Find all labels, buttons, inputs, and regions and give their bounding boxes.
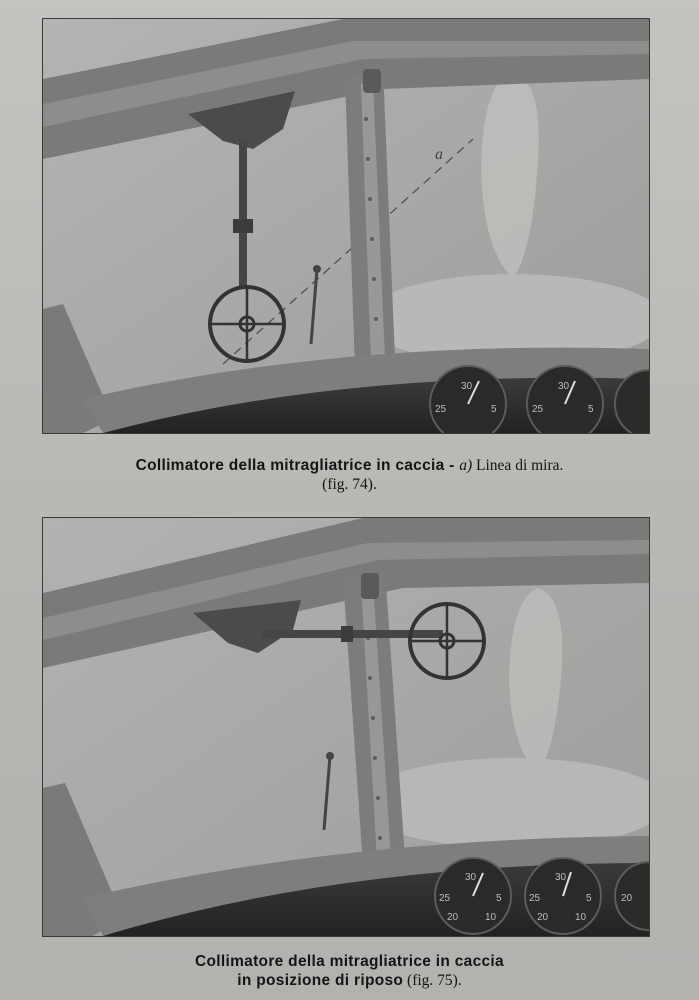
gauge-1 (430, 366, 506, 433)
gauge-1-right-label: 5 (491, 404, 497, 415)
ring-sight (410, 604, 484, 678)
cockpit-photo-2-drawing (43, 518, 649, 936)
gauge-2-left-label: 25 (532, 404, 544, 415)
figure-74-separator: - (444, 457, 460, 474)
figure-75-caption-subtitle: in posizione di riposo (237, 972, 404, 989)
figure-74-item-text: Linea di mira. (472, 457, 564, 474)
gauge-1-left-label: 25 (435, 404, 447, 415)
figure-75-ref: (fig. 75). (403, 972, 462, 989)
gauge-1 (435, 858, 511, 934)
gauge-2 (525, 858, 601, 934)
gauge-1-bottom-right-label: 10 (485, 912, 497, 923)
figure-74-ref: (fig. 74). (322, 476, 377, 493)
front-sight-bead (313, 265, 321, 273)
figure-75-caption (0, 952, 699, 990)
strut-fitting (363, 69, 381, 93)
figure-75-caption-line1: Collimatore della mitragliatrice in caccia (195, 953, 504, 970)
gauge-2-bottom-right-label: 10 (575, 912, 587, 923)
gauge-2-right-label: 5 (586, 893, 592, 904)
gauge-2-right-label: 5 (588, 404, 594, 415)
figure-74-caption-line1 (0, 456, 699, 475)
front-sight-bead (326, 752, 334, 760)
gauge-1-top-label: 30 (465, 872, 477, 883)
collimator-arm-clamp (233, 219, 253, 233)
figure-74-item: a) (459, 457, 473, 474)
figure-74-caption (0, 456, 699, 494)
collimator-arm (239, 139, 247, 289)
gauge-1-right-label: 5 (496, 893, 502, 904)
collimator-arm-clamp (341, 626, 353, 642)
strut-fitting (361, 573, 379, 599)
cockpit-photo-sight-aimed (42, 18, 650, 434)
cockpit-photo-sight-rest (42, 517, 650, 937)
gauge-1-left-label: 25 (439, 893, 451, 904)
gauge-1-top-label: 30 (461, 381, 473, 392)
gauge-2 (527, 366, 603, 433)
gauge-2-top-label: 30 (558, 381, 570, 392)
figure-75-caption-line2 (0, 971, 699, 990)
gauge-3-left-label: 20 (621, 893, 633, 904)
ring-sight (210, 287, 284, 361)
gauge-2-top-label: 30 (555, 872, 567, 883)
gauge-2-bottom-left-label: 20 (537, 912, 549, 923)
gauge-1-bottom-left-label: 20 (447, 912, 459, 923)
line-of-sight-label: a (435, 146, 443, 163)
gauge-2-left-label: 25 (529, 893, 541, 904)
cockpit-photo-1-drawing (43, 19, 649, 433)
figure-74-title: Collimatore della mitragliatrice in caccia (135, 457, 445, 474)
